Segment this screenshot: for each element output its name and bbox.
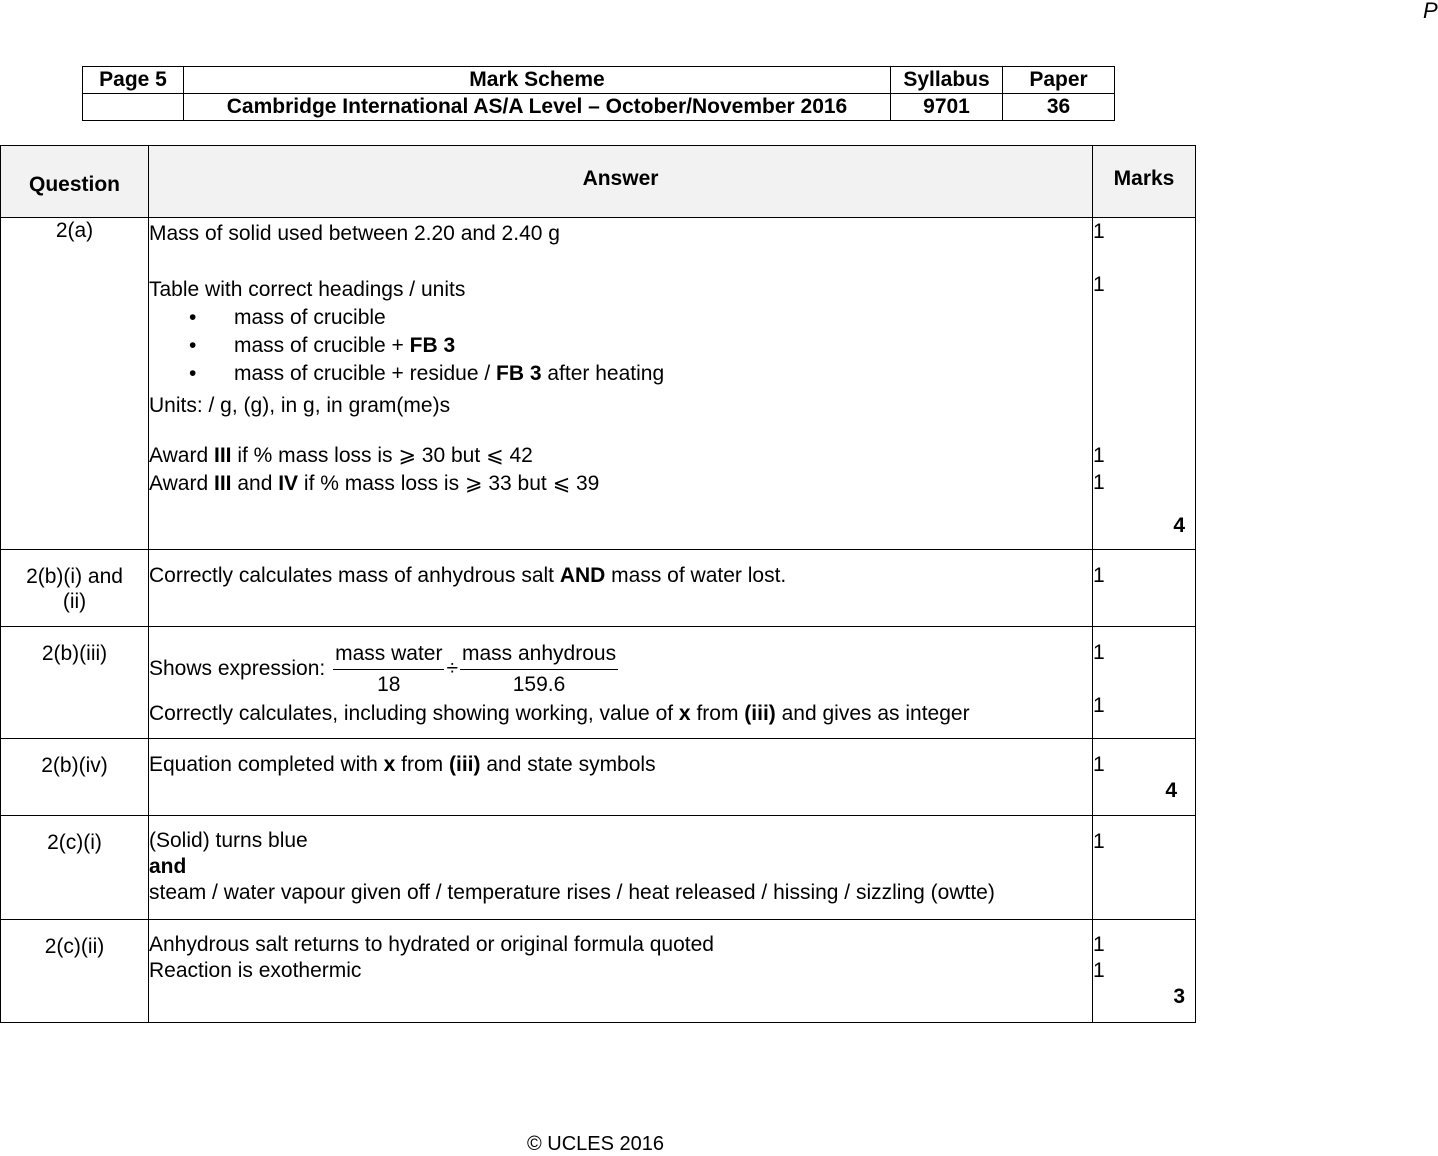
question-number: 2(c)(i): [1, 816, 149, 920]
marks-cell: [1093, 739, 1196, 816]
mark-total: 4: [1173, 514, 1185, 537]
marks-cell: [1093, 920, 1196, 1023]
mark-value: 1: [1093, 273, 1105, 296]
answer-cell: [149, 550, 1093, 627]
mark-total: 3: [1173, 985, 1185, 1008]
answer-line: Mass of solid used between 2.20 and 2.40 g: [149, 222, 560, 245]
question-number: 2(b)(i) and (ii): [1, 550, 149, 627]
question-column-header: Question: [1, 146, 149, 218]
bullet-list: [149, 304, 1092, 388]
mark-total: 4: [1165, 779, 1177, 802]
answer-line: Correctly calculates mass of anhydrous salt AND mass of water lost.: [149, 564, 787, 587]
mark-value: 1: [1093, 959, 1105, 982]
award-line: Award III if % mass loss is ⩾ 30 but ⩽ 42: [149, 444, 533, 467]
header-paper-label: Paper: [1003, 67, 1115, 94]
header-empty-cell: [83, 94, 184, 121]
marks-cell: [1093, 218, 1196, 550]
answer-cell: [149, 739, 1093, 816]
mark-value: 1: [1093, 564, 1105, 587]
answer-line: Reaction is exothermic: [149, 959, 362, 982]
mark-value: 1: [1093, 753, 1105, 776]
header-exam: Cambridge International AS/A Level – October/November 2016: [184, 94, 891, 121]
mark-value: 1: [1093, 694, 1105, 717]
list-item: • mass of crucible + residue / FB 3 after heating: [149, 360, 1092, 388]
header-mark-scheme: Mark Scheme: [184, 67, 891, 94]
table-row: [1, 920, 1196, 1023]
answer-cell: [149, 920, 1093, 1023]
table-row: [1, 627, 1196, 739]
mark-value: 1: [1093, 444, 1105, 467]
marks-cell: [1093, 627, 1196, 739]
list-item: • mass of crucible: [149, 304, 1092, 332]
table-row: [1, 816, 1196, 920]
header-syllabus-label: Syllabus: [891, 67, 1003, 94]
fraction-water: $\frac{\text{mass water}}{18}$: [333, 639, 444, 700]
header-syllabus: 9701: [891, 94, 1003, 121]
answer-line: Equation completed with x from (iii) and state symbols: [149, 753, 656, 776]
answer-line: steam / water vapour given off / temperature rises / heat released / hissing / sizzling (owtte): [149, 881, 995, 904]
header-table: [82, 66, 1115, 121]
answer-column-header: Answer: [149, 146, 1093, 218]
table-row: [1, 739, 1196, 816]
question-number: 2(b)(iv): [1, 739, 149, 816]
mark-value: 1: [1093, 471, 1105, 494]
answer-cell: [149, 218, 1093, 550]
mark-value: 1: [1093, 641, 1105, 664]
answer-line: Table with correct headings / units: [149, 278, 466, 301]
marks-column-header: Marks: [1093, 146, 1196, 218]
award-line: Award III and IV if % mass loss is ⩾ 33 but ⩽ 39: [149, 472, 600, 495]
table-row: [1, 218, 1196, 550]
question-number: 2(b)(iii): [1, 627, 149, 739]
mark-value: 1: [1093, 220, 1105, 243]
mark-value: 1: [1093, 830, 1105, 853]
answer-line: Correctly calculates, including showing working, value of x from (iii) and gives as integer: [149, 702, 970, 725]
table-header-row: [1, 146, 1196, 218]
list-item: • mass of crucible + FB 3: [149, 332, 1092, 360]
expression-line: Shows expression: $\frac{\text{mass water}}{18}$ ÷ $\frac{\text{mass anhydrous}}{159.6}$: [149, 639, 1092, 700]
header-page: Page 5: [83, 67, 184, 94]
page-corner-letter: P: [1423, 0, 1438, 23]
marks-cell: [1093, 550, 1196, 627]
mark-value: 1: [1093, 933, 1105, 956]
question-number: 2(c)(ii): [1, 920, 149, 1023]
header-paper: 36: [1003, 94, 1115, 121]
copyright-footer: © UCLES 2016: [527, 1133, 665, 1155]
answer-line: Anhydrous salt returns to hydrated or original formula quoted: [149, 933, 714, 956]
answer-cell: [149, 627, 1093, 739]
table-row: [1, 550, 1196, 627]
fraction-anhydrous: $\frac{\text{mass anhydrous}}{159.6}$: [460, 639, 618, 700]
marks-cell: [1093, 816, 1196, 920]
divide-symbol: ÷: [446, 657, 458, 681]
question-number: 2(a): [1, 218, 149, 550]
answer-line: and: [149, 855, 187, 878]
mark-scheme-table: [0, 145, 1196, 1023]
answer-cell: [149, 816, 1093, 920]
answer-line: (Solid) turns blue: [149, 829, 308, 852]
units-line: Units: / g, (g), in g, in gram(me)s: [149, 394, 451, 417]
